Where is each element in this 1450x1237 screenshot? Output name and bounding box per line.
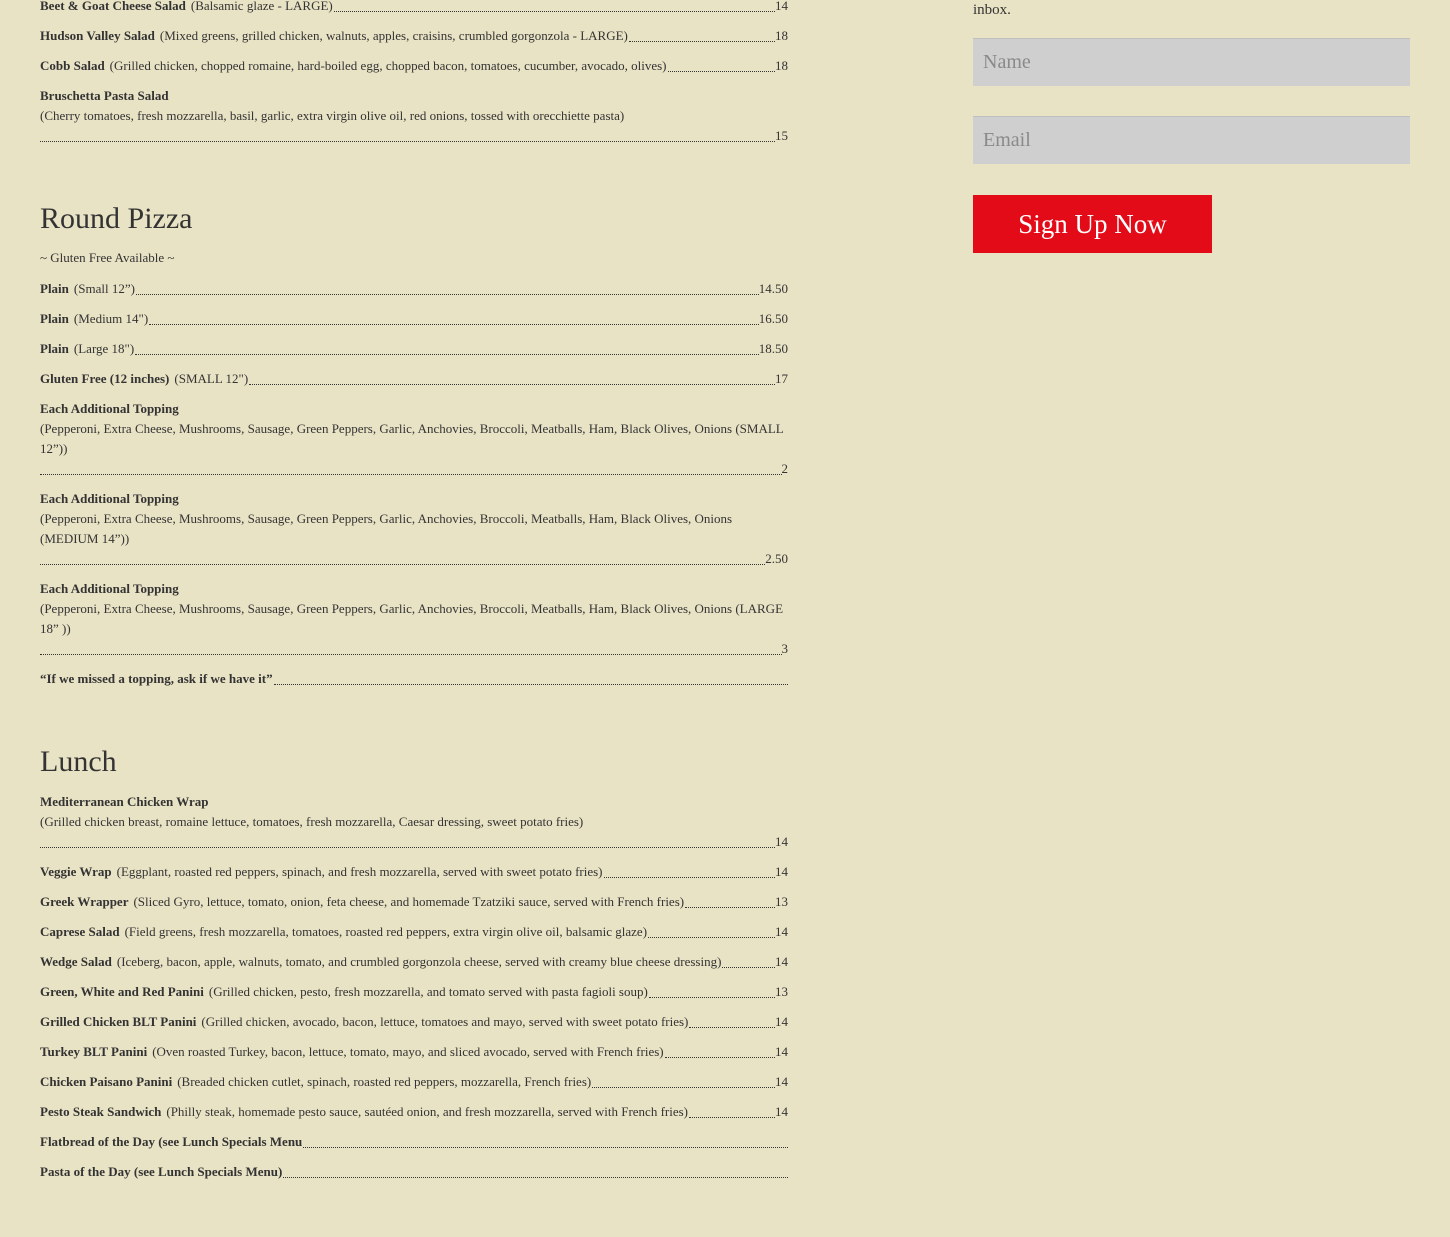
leader-dots — [283, 1176, 788, 1178]
item-name: Cobb Salad — [40, 58, 105, 73]
menu-item — [40, 489, 788, 569]
item-description: (Balsamic glaze - LARGE) — [190, 0, 333, 13]
leader-dots — [685, 906, 775, 908]
leader-dots — [40, 473, 782, 475]
leader-dots — [592, 1086, 775, 1088]
item-name: Caprese Salad — [40, 924, 120, 939]
item-name: Gluten Free (12 inches) — [40, 371, 170, 386]
item-price: 14 — [775, 1044, 788, 1059]
price-line — [40, 459, 788, 479]
name-field[interactable] — [973, 38, 1410, 86]
menu-item — [40, 922, 788, 942]
menu-item — [40, 399, 788, 479]
item-price: 18 — [775, 58, 788, 73]
item-price: 14 — [775, 924, 788, 939]
menu-item — [40, 982, 788, 1002]
item-line — [40, 339, 788, 359]
menu-item — [40, 669, 788, 689]
email-field[interactable] — [973, 116, 1410, 164]
item-description: (Field greens, fresh mozzarella, tomatoes, roasted red peppers, extra virgin olive oil, balsamic glaze) — [124, 924, 648, 939]
leader-dots — [40, 140, 775, 142]
menu-item — [40, 892, 788, 912]
item-price: 17 — [775, 371, 788, 386]
menu-item — [40, 1042, 788, 1062]
item-name: Each Additional Topping — [40, 491, 179, 506]
item-name: Bruschetta Pasta Salad — [40, 88, 169, 103]
item-description: (Grilled chicken breast, romaine lettuce, tomatoes, fresh mozzarella, Caesar dressing, sweet potato fries) — [40, 814, 584, 829]
menu-column — [40, 0, 788, 1237]
menu-item — [40, 56, 788, 76]
price-line — [40, 126, 788, 146]
item-name: Chicken Paisano Panini — [40, 1074, 173, 1089]
item-price: 2.50 — [765, 551, 788, 566]
leader-dots — [689, 1026, 775, 1028]
item-description: (Large 18") — [73, 341, 135, 356]
leader-dots — [722, 966, 775, 968]
item-line — [40, 1102, 788, 1122]
menu-item — [40, 26, 788, 46]
leader-dots — [604, 876, 775, 878]
item-description: (Iceberg, bacon, apple, walnuts, tomato, and crumbled gorgonzola cheese, served with creamy blue cheese dressing) — [116, 954, 722, 969]
menu-item — [40, 952, 788, 972]
section-title: Round Pizza — [40, 202, 193, 235]
item-name: Plain — [40, 311, 69, 326]
item-name: Plain — [40, 341, 69, 356]
item-description: (Oven roasted Turkey, bacon, lettuce, tomato, mayo, and sliced avocado, served with French fries) — [152, 1044, 664, 1059]
item-price: 14 — [775, 0, 788, 13]
menu-item — [40, 0, 788, 16]
menu-item — [40, 1072, 788, 1092]
item-line — [40, 1162, 788, 1182]
item-line — [40, 309, 788, 329]
item-name: Veggie Wrap — [40, 864, 112, 879]
menu-section — [40, 201, 788, 689]
leader-dots — [40, 846, 775, 848]
section-note: ~ Gluten Free Available ~ — [40, 250, 175, 265]
menu-item — [40, 1102, 788, 1122]
item-price: 14 — [775, 1104, 788, 1119]
item-price: 13 — [775, 984, 788, 999]
item-price: 14 — [775, 864, 788, 879]
item-description: (Cherry tomatoes, fresh mozzarella, basil, garlic, extra virgin olive oil, red onions, tossed with orecchiette pasta) — [40, 108, 625, 123]
item-line — [40, 1012, 788, 1032]
item-line — [40, 0, 788, 16]
menu-item — [40, 579, 788, 659]
item-price: 3 — [781, 641, 788, 656]
menu-item — [40, 279, 788, 299]
item-name: Each Additional Topping — [40, 581, 179, 596]
menu-item — [40, 369, 788, 389]
item-line — [40, 952, 788, 972]
menu-item — [40, 862, 788, 882]
leader-dots — [668, 70, 775, 72]
item-price: 18 — [775, 28, 788, 43]
item-description: (Mixed greens, grilled chicken, walnuts, apples, craisins, crumbled gorgonzola - LARGE) — [159, 28, 628, 43]
menu-item — [40, 1012, 788, 1032]
item-name: Pesto Steak Sandwich — [40, 1104, 162, 1119]
menu-item — [40, 86, 788, 146]
menu-item — [40, 309, 788, 329]
item-description: (Medium 14") — [73, 311, 149, 326]
item-line — [40, 922, 788, 942]
menu-item — [40, 792, 788, 852]
leader-dots — [649, 996, 775, 998]
item-price: 14 — [775, 1014, 788, 1029]
item-name: Beet & Goat Cheese Salad — [40, 0, 186, 13]
item-name: Greek Wrapper — [40, 894, 129, 909]
item-price: 14 — [775, 1074, 788, 1089]
item-description: (Grilled chicken, avocado, bacon, lettuce, tomatoes and mayo, served with sweet potato fries) — [201, 1014, 689, 1029]
item-name: Pasta of the Day (see Lunch Specials Menu) — [40, 1164, 283, 1179]
item-price: 14.50 — [758, 281, 788, 296]
item-price: 16.50 — [758, 311, 788, 326]
item-name: Plain — [40, 281, 69, 296]
leader-dots — [665, 1056, 775, 1058]
leader-dots — [274, 683, 788, 685]
menu-section — [40, 744, 788, 1182]
price-line — [40, 549, 788, 569]
price-line — [40, 639, 788, 659]
leader-dots — [249, 383, 775, 385]
item-line — [40, 369, 788, 389]
sign-up-button[interactable]: Sign Up Now — [973, 195, 1212, 253]
leader-dots — [40, 563, 765, 565]
item-price: 18.50 — [758, 341, 788, 356]
leader-dots — [136, 293, 759, 295]
item-line — [40, 982, 788, 1002]
item-description: (Eggplant, roasted red peppers, spinach, and fresh mozzarella, served with sweet potato fries) — [116, 864, 603, 879]
item-name: “If we missed a topping, ask if we have it” — [40, 671, 273, 686]
item-line — [40, 862, 788, 882]
item-price: 13 — [775, 894, 788, 909]
item-name: Wedge Salad — [40, 954, 112, 969]
item-name: Each Additional Topping — [40, 401, 179, 416]
newsletter-signup — [973, 0, 1410, 239]
item-description: (Philly steak, homemade pesto sauce, sautéed onion, and fresh mozzarella, served with French fries) — [166, 1104, 688, 1119]
item-line — [40, 1042, 788, 1062]
item-name: Green, White and Red Panini — [40, 984, 204, 999]
item-description: (Breaded chicken cutlet, spinach, roasted red peppers, mozzarella, French fries) — [177, 1074, 592, 1089]
item-price: 15 — [775, 128, 788, 143]
leader-dots — [149, 323, 759, 325]
item-line — [40, 892, 788, 912]
item-price: 14 — [775, 834, 788, 849]
item-line — [40, 1072, 788, 1092]
item-name: Turkey BLT Panini — [40, 1044, 148, 1059]
item-name: Hudson Valley Salad — [40, 28, 155, 43]
item-name: Mediterranean Chicken Wrap — [40, 794, 209, 809]
leader-dots — [135, 353, 759, 355]
signup-description: inbox. — [973, 2, 1011, 18]
menu-section — [40, 0, 788, 146]
item-line — [40, 26, 788, 46]
item-description: (Grilled chicken, chopped romaine, hard-boiled egg, chopped bacon, tomatoes, cucumber, avocado, olives) — [109, 58, 667, 73]
item-line — [40, 279, 788, 299]
leader-dots — [629, 40, 775, 42]
item-description: (Small 12”) — [73, 281, 135, 296]
menu-item — [40, 1162, 788, 1182]
item-description: (Grilled chicken, pesto, fresh mozzarella, and tomato served with pasta fagioli soup) — [208, 984, 648, 999]
price-line — [40, 832, 788, 852]
leader-dots — [303, 1146, 788, 1148]
item-description: (Pepperoni, Extra Cheese, Mushrooms, Sausage, Green Peppers, Garlic, Anchovies, Broccoli, Meatballs, Ham, Black Olives, Onions (LARGE 18” )) — [40, 601, 784, 636]
item-price: 14 — [775, 954, 788, 969]
item-price: 2 — [781, 461, 788, 476]
item-description: (Sliced Gyro, lettuce, tomato, onion, feta cheese, and homemade Tzatziki sauce, served with French fries) — [133, 894, 685, 909]
section-title: Lunch — [40, 745, 117, 778]
menu-item — [40, 339, 788, 359]
item-line — [40, 1132, 788, 1152]
item-description: (SMALL 12") — [174, 371, 249, 386]
item-name: Grilled Chicken BLT Panini — [40, 1014, 197, 1029]
item-name: Flatbread of the Day (see Lunch Specials Menu — [40, 1134, 303, 1149]
item-description: (Pepperoni, Extra Cheese, Mushrooms, Sausage, Green Peppers, Garlic, Anchovies, Broccoli, Meatballs, Ham, Black Olives, Onions (MEDIUM 14”)) — [40, 511, 733, 546]
leader-dots — [40, 653, 782, 655]
item-description: (Pepperoni, Extra Cheese, Mushrooms, Sausage, Green Peppers, Garlic, Anchovies, Broccoli, Meatballs, Ham, Black Olives, Onions (SMALL 12”)) — [40, 421, 784, 456]
menu-item — [40, 1132, 788, 1152]
item-line — [40, 56, 788, 76]
leader-dots — [648, 936, 775, 938]
item-line — [40, 669, 788, 689]
leader-dots — [334, 10, 775, 12]
leader-dots — [689, 1116, 775, 1118]
